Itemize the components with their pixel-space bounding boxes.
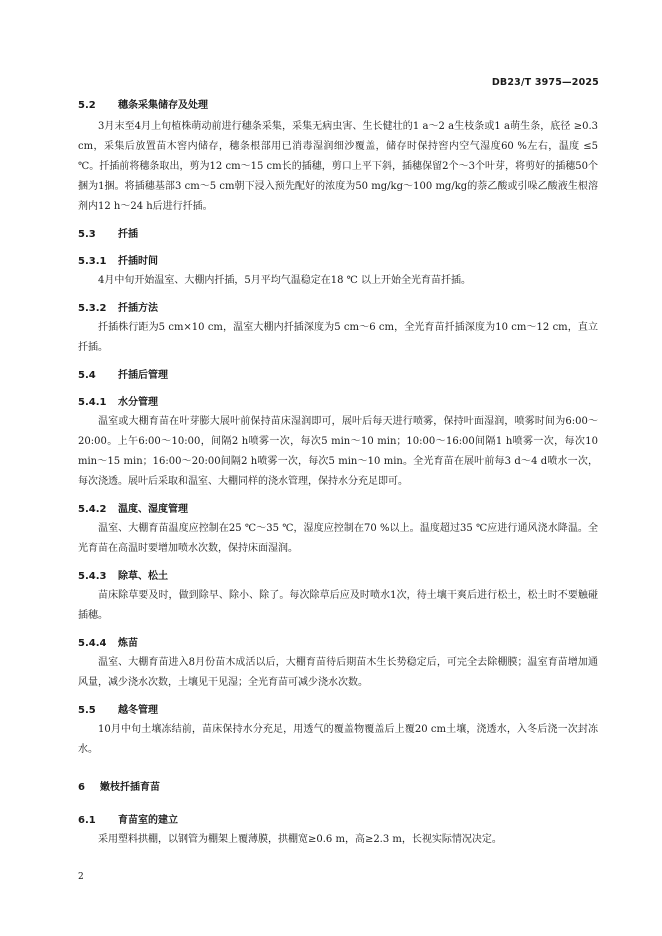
- heading-number: 6: [78, 782, 85, 793]
- heading-5-4-3: [78, 567, 598, 582]
- heading-5-4-2: [78, 500, 598, 515]
- heading-5-5: [78, 701, 598, 716]
- document-body: [78, 96, 598, 850]
- heading-number: 5.4.3: [78, 571, 107, 582]
- heading-title: 越冬管理: [118, 705, 158, 716]
- heading-title: 水分管理: [118, 397, 158, 408]
- heading-5-4-1: [78, 393, 598, 408]
- heading-title: 扦插: [118, 229, 138, 240]
- heading-number: 5.3.1: [78, 256, 107, 267]
- heading-number: 5.4.1: [78, 397, 107, 408]
- heading-number: 5.3: [78, 229, 96, 240]
- paragraph-6-1: 采用塑料拱棚，以钢管为棚架上覆薄膜，拱棚宽≥0.6 m，高≥2.3 m，长视实际情况决定。: [98, 834, 502, 845]
- heading-number: 5.2: [78, 100, 96, 111]
- paragraph-5-3-1: 4月中旬开始温室、大棚内扦插，5月平均气温稳定在18 ℃ 以上开始全光育苗扦插。: [98, 275, 471, 286]
- heading-title: 除草、松土: [118, 571, 168, 582]
- heading-5-3: [78, 225, 598, 240]
- heading-title: 扦插方法: [118, 303, 158, 314]
- heading-number: 5.4.2: [78, 504, 107, 515]
- heading-title: 嫩枝扦插育苗: [100, 782, 160, 793]
- heading-5-2: [78, 96, 598, 111]
- heading-number: 5.4: [78, 370, 96, 381]
- heading-6-1: [78, 811, 598, 826]
- paragraph-5-4-2: 温室、大棚育苗温度应控制在25 ℃～35 ℃，湿度应控制在70 %以上。温度超过35 ℃应进行通风浇水降温。全光育苗在高温时要增加喷水次数，保持床面湿润。: [78, 523, 598, 554]
- heading-5-4-4: [78, 634, 598, 649]
- paragraph-5-5: 10月中旬土壤冻结前，苗床保持水分充足，用透气的覆盖物覆盖后上覆20 cm土壤，浇透水，入冬后浇一次封冻水。: [78, 724, 598, 755]
- paragraph-5-4-4: 温室、大棚育苗进入8月份苗木成活以后，大棚育苗待后期苗木生长势稳定后，可完全去除棚膜；温室育苗增加通风量，减少浇水次数，土壤见干见湿；全光育苗可减少浇水次数。: [78, 657, 598, 688]
- heading-title: 扦插时间: [118, 256, 158, 267]
- heading-5-4: [78, 366, 598, 381]
- heading-title: 炼苗: [118, 638, 138, 649]
- heading-number: 5.3.2: [78, 303, 107, 314]
- heading-title: 温度、湿度管理: [118, 504, 188, 515]
- heading-number: 5.5: [78, 705, 96, 716]
- paragraph-5-4-3: 苗床除草要及时，做到除早、除小、除了。每次除草后应及时喷水1次，待土壤干爽后进行松土，松土时不要触碰插穗。: [78, 590, 598, 621]
- heading-title: 扦插后管理: [118, 370, 168, 381]
- page-number: 2: [78, 872, 84, 882]
- heading-6: [78, 778, 598, 793]
- heading-5-3-2: [78, 299, 598, 314]
- standard-code: DB23/T 3975—2025: [491, 77, 599, 88]
- heading-title: 育苗室的建立: [118, 815, 178, 826]
- heading-number: 6.1: [78, 815, 96, 826]
- paragraph-5-4-1: 温室或大棚育苗在叶芽膨大展叶前保持苗床湿润即可，展叶后每天进行喷雾，保持叶面湿润，喷雾时间为6:00～20:00。上午6:00～10:00，间隔2 h喷雾一次，每次5 min～10 min；10:00～16:00间隔1 h喷雾一次，每次10 min～15 min；16:00～20:00间隔2 h喷雾一次，每次5 min～10 min。全光育苗在展叶前每3 d～4 d喷水一次，每次浇透。展叶后采取和温室、大棚同样的浇水管理，保持水分充足即可。: [78, 416, 598, 487]
- paragraph-5-3-2: 扦插株行距为5 cm×10 cm，温室大棚内扦插深度为5 cm～6 cm，全光育苗扦插深度为10 cm～12 cm，直立扦插。: [78, 322, 598, 353]
- paragraph-5-2: 3月末至4月上旬植株萌动前进行穗条采集，采集无病虫害、生长健壮的1 a～2 a生枝条或1 a萌生条，底径 ≥0.3 cm，采集后放置苗木窖内储存，穗条根部用已消毒湿润细沙覆盖，储存时保持窖内空气湿度60 %左右，温度 ≤5 ℃。扦插前将穗条取出，剪为12 cm～15 cm长的插穗，剪口上平下斜，插穗保留2个～3个叶芽，将剪好的插穗50个捆为1捆。将插穗基部3 cm～5 cm朝下浸入预先配好的浓度为50 mg/kg～100 mg/kg的萘乙酸或引哚乙酸液生根溶剂内12 h～24 h后进行扦插。: [78, 121, 598, 212]
- heading-title: 穗条采集储存及处理: [118, 100, 208, 111]
- heading-5-3-1: [78, 252, 598, 267]
- heading-number: 5.4.4: [78, 638, 107, 649]
